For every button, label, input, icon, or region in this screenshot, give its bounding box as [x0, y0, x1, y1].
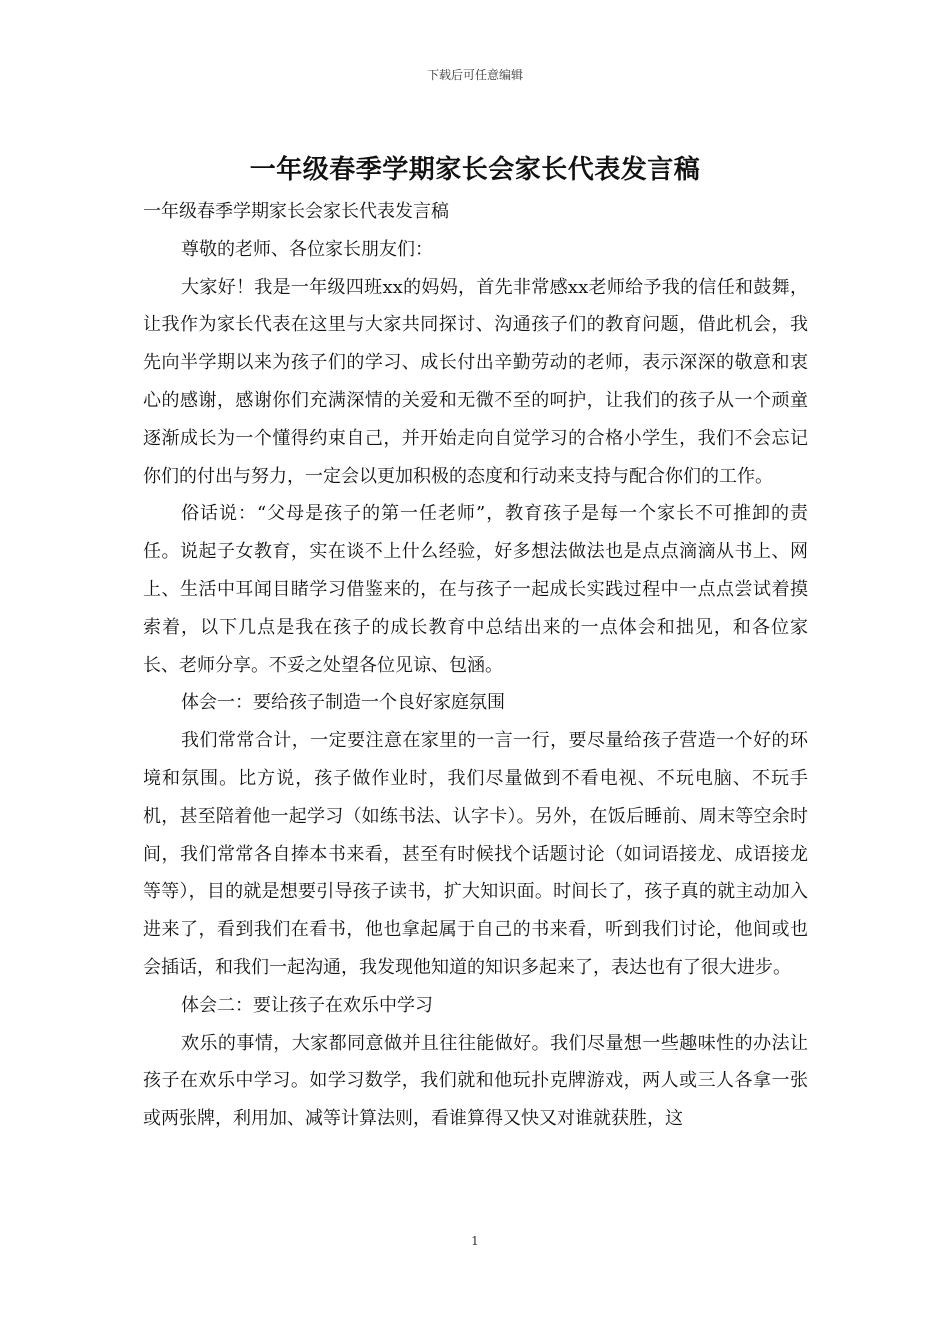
page-number: 1	[471, 1234, 479, 1248]
document-body	[143, 193, 808, 1138]
section-heading-2: 体会二：要让孩子在欢乐中学习	[181, 994, 433, 1016]
paragraph-greeting: 大家好！我是一年级四班xx的妈妈，首先非常感xx老师给予我的信任和鼓舞，让我作为家长代表在这里与大家共同探讨、沟通孩子们的教育问题，借此机会，我先向半学期以来为孩子们的学习、成长付出辛勤劳动的老师，表示深深的敬意和衷心的感谢，感谢你们充满深情的关爱和无微不至的呵护，让我们的孩子从一个顽童逐渐成长为一个懂得约束自己，并开始走向自觉学习的合格小学生，我们不会忘记你们的付出与努力，一定会以更加积极的态度和行动来支持与配合你们的工作。	[143, 276, 808, 487]
section-heading-1: 体会一：要给孩子制造一个良好家庭氛围	[181, 692, 505, 714]
page-header-note: 下载后可任意编辑	[426, 68, 523, 82]
paragraph-family-atmosphere: 我们常常合计，一定要注意在家里的一言一行，要尽量给孩子营造一个好的环境和氛围。比方说，孩子做作业时，我们尽量做到不看电视、不玩电脑、不玩手机，甚至陪着他一起学习（如练书法、认字卡）。另外，在饭后睡前、周末等空余时间，我们常常各自捧本书来看，甚至有时候找个话题讨论（如词语接龙、成语接龙等等），目的就是想要引导孩子读书，扩大知识面。时间长了，孩子真的就主动加入进来了，看到我们在看书，他也拿起属于自己的书来看，听到我们讨论，他间或也会插话，和我们一起沟通，我发现他知道的知识多起来了，表达也有了很大进步。	[143, 730, 808, 978]
salutation: 尊敬的老师、各位家长朋友们：	[181, 238, 433, 260]
paragraph-joyful-learning: 欢乐的事情，大家都同意做并且往往能做好。我们尽量想一些趣味性的办法让孩子在欢乐中学习。如学习数学，我们就和他玩扑克牌游戏，两人或三人各拿一张或两张牌，利用加、减等计算法则，看谁算得又快又对谁就获胜，这	[143, 1032, 808, 1130]
paragraph-proverb: 俗话说：“父母是孩子的第一任老师”，教育孩子是每一个家长不可推卸的责任。说起子女教育，实在谈不上什么经验，好多想法做法也是点点滴滴从书上、网上、生活中耳闻目睹学习借鉴来的，在与孩子一起成长实践过程中一点点尝试着摸索着，以下几点是我在孩子的成长教育中总结出来的一点体会和拙见，和各位家长、老师分享。不妥之处望各位见谅、包涵。	[143, 503, 808, 676]
body-subtitle: 一年级春季学期家长会家长代表发言稿	[143, 201, 449, 222]
document-title: 一年级春季学期家长会家长代表发言稿	[249, 155, 701, 185]
